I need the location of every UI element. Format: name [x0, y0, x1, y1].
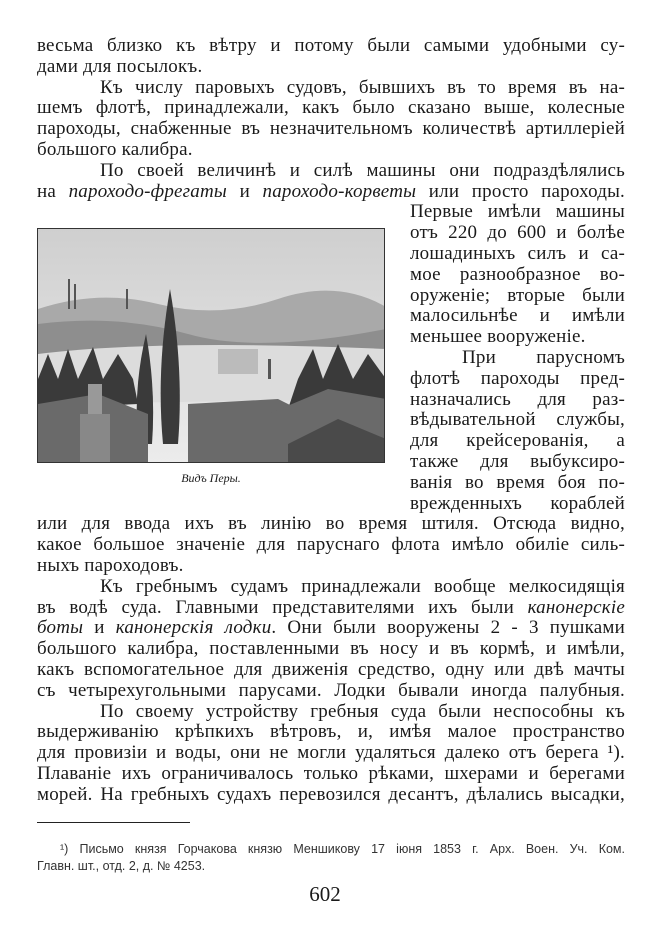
text-run: лошадиныхъ силъ и са-: [410, 243, 625, 264]
text-run: для провизіи и воды, они не могли удаляться далеко отъ берега ¹).: [37, 742, 625, 764]
text-run: для крейсерованія, а: [410, 430, 625, 452]
text-run: шемъ флотѣ, принадлежали, какъ было сказано выше, колесные: [37, 97, 625, 119]
text-line: [100, 701, 625, 722]
text-line: [410, 222, 625, 243]
footnote-line: ¹) Письмо князя Горчакова князю Меншикову 17 іюня 1853 г. Арх. Воен. Уч. Ком.: [60, 842, 625, 856]
text-line: [410, 472, 625, 493]
text-line: [100, 77, 625, 98]
text-line: [410, 409, 625, 430]
italic-term: боты: [37, 617, 84, 639]
text-run: меньшее вооруженіе.: [410, 326, 586, 348]
text-run: большого калибра.: [37, 139, 193, 160]
italic-term: пароходо-фрегаты: [68, 180, 227, 202]
text-line: [462, 347, 625, 368]
text-line: [37, 139, 625, 160]
text-run: ванія во время боя по-: [410, 471, 625, 493]
text-line: [410, 493, 625, 514]
text-line: [37, 555, 625, 576]
engraving-image: [38, 229, 385, 463]
text-line: [37, 763, 625, 784]
text-line: [37, 597, 625, 618]
text-run: врежденныхъ кораблей: [410, 492, 625, 514]
text-run: съ четырехугольными парусами. Лодки бывали иногда палубныя.: [37, 679, 625, 701]
text-run: Первые имѣли машины: [410, 201, 625, 223]
text-run: Плаваніе ихъ ограничивалось только рѣками, шхерами и берегами: [37, 763, 625, 784]
figure-caption: Видъ Перы.: [181, 471, 241, 485]
text-line: [37, 742, 625, 763]
footnote-line: Главн. шт., отд. 2, д. № 4253.: [37, 859, 206, 873]
italic-term: канонерскіе: [527, 596, 625, 618]
text-run: выдерживанію крѣпкихъ вѣтровъ, и, имѣя малое пространство: [37, 721, 625, 743]
text-line: [37, 721, 625, 742]
text-run: весьма близко къ вѣтру и потому были самыми удобными су-: [37, 35, 625, 56]
text-run: Къ гребнымъ судамъ принадлежали вообще мелкосидящія: [100, 575, 625, 597]
text-line: [37, 638, 625, 659]
text-run: . Они были вооружены 2 - 3 пушками: [271, 617, 625, 639]
italic-term: пароходо-корветы: [262, 180, 417, 202]
text-line: [410, 305, 625, 326]
text-run: также для выбуксиро-: [410, 451, 625, 472]
text-line: [410, 285, 625, 306]
italic-term: канонерскія лодки: [115, 617, 272, 639]
text-line: [410, 201, 625, 222]
text-run: мое разнообразное во-: [410, 263, 625, 285]
text-run: въ водѣ суда. Главными представителями ихъ были: [37, 596, 528, 618]
text-line: [410, 264, 625, 285]
text-run: и: [227, 180, 263, 202]
text-run: вѣдывательной службы,: [410, 409, 625, 431]
text-run: дами для посылокъ.: [37, 55, 203, 77]
text-run: какъ вспомогательное для движенія средство, одну или двѣ мачты: [37, 659, 625, 680]
text-line: [37, 534, 625, 555]
text-line: [410, 451, 625, 472]
text-run: пароходы, снабженные въ незначительномъ количествѣ артиллеріей: [37, 118, 625, 140]
text-line: [410, 430, 625, 451]
text-line: [410, 243, 625, 264]
text-run: какое большое значеніе для паруснаго флота имѣло обиліе силь-: [37, 534, 625, 556]
text-run: отъ 220 до 600 и болѣе: [410, 222, 625, 244]
page-number: 602: [309, 882, 341, 906]
text-run: При парусномъ: [462, 347, 625, 368]
engraving-view-of-pera: [37, 228, 385, 463]
text-line: [410, 326, 625, 347]
text-line: [37, 659, 625, 680]
text-line: [37, 97, 625, 118]
text-line: [37, 181, 625, 202]
text-line: [37, 784, 625, 805]
text-line: [37, 35, 625, 56]
text-run: большого калибра, поставленными въ носу и въ кормѣ, и имѣли,: [37, 638, 625, 660]
text-line: [37, 118, 625, 139]
text-line: [37, 513, 625, 534]
text-line: [410, 368, 625, 389]
text-run: Къ числу паровыхъ судовъ, бывшихъ въ то время въ на-: [100, 76, 625, 98]
text-run: назначались для раз-: [410, 388, 625, 410]
footnote-divider: [37, 822, 190, 823]
text-run: оруженіе; вторые были: [410, 284, 625, 306]
text-run: или просто пароходы.: [416, 180, 626, 202]
text-run: или для ввода ихъ въ линію во время штиля. Отсюда видно,: [37, 513, 625, 535]
text-run: По своей величинѣ и силѣ машины они подраздѣлялись: [100, 159, 625, 181]
text-line: [37, 680, 625, 701]
text-line: [37, 56, 625, 77]
text-run: По своему устройству гребныя суда были неспособны къ: [100, 700, 625, 722]
text-run: ныхъ пароходовъ.: [37, 555, 184, 576]
text-run: и: [83, 617, 116, 639]
text-line: [100, 576, 625, 597]
text-run: морей. На гребныхъ судахъ перевозился десантъ, дѣлались высадки,: [37, 783, 625, 805]
text-line: [37, 617, 625, 638]
text-line: [100, 160, 625, 181]
text-run: малосильнѣе и имѣли: [410, 305, 625, 327]
text-line: [410, 389, 625, 410]
text-run: на: [37, 180, 69, 202]
text-run: флотѣ пароходы пред-: [410, 367, 625, 389]
